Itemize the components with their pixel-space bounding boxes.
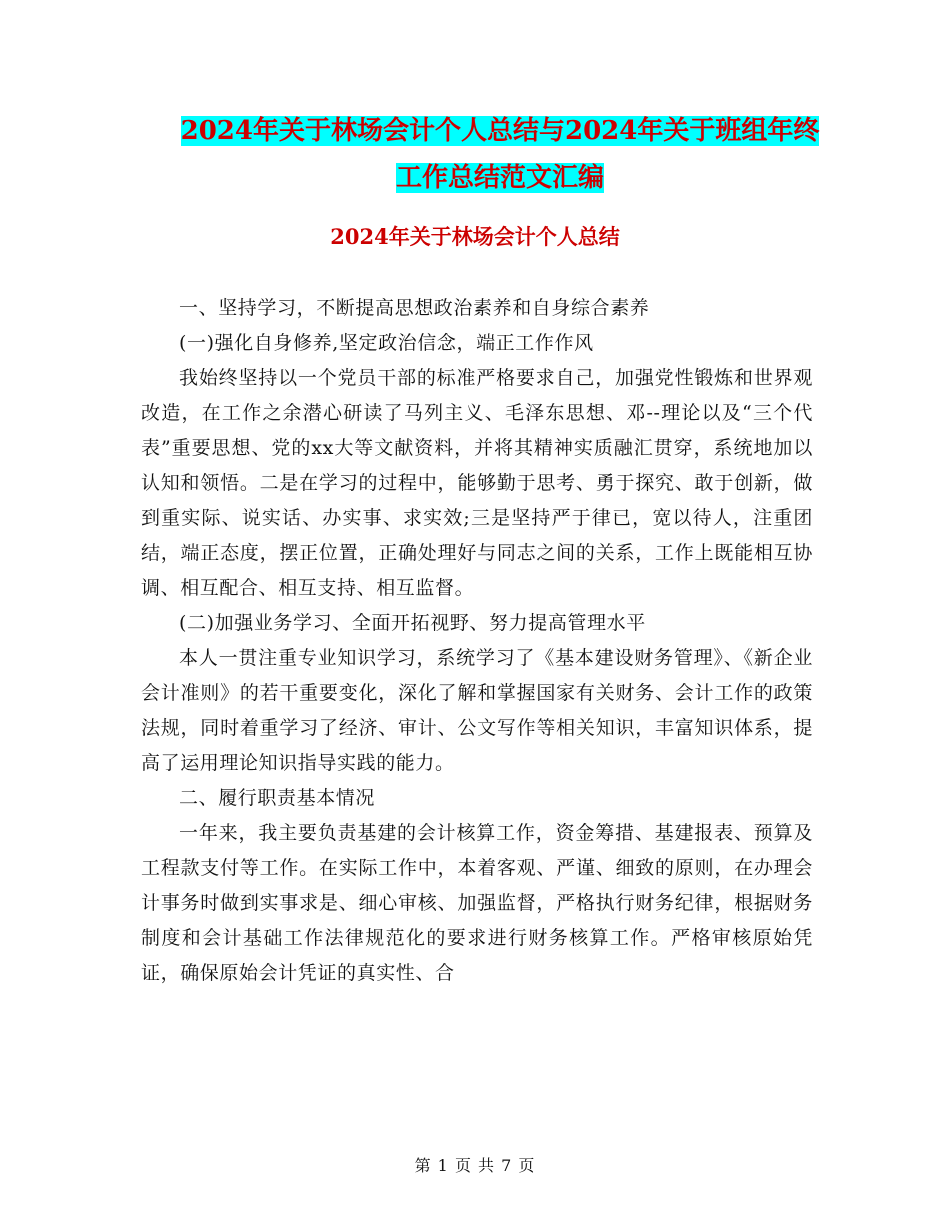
document-title-line-1: 2024年关于林场会计个人总结与2024年关于班组年终 <box>180 116 820 146</box>
section-title: 2024年关于林场会计个人总结 <box>330 224 620 249</box>
paragraph-3: 一年来，我主要负责基建的会计核算工作，资金筹措、基建报表、预算及工程款支付等工作。在实际工作中，本着客观、严谨、细致的原则，在办理会计事务时做到实事求是、细心审核、加强监督，严格执行财务纪律，根据财务制度和会计基础工作法律规范化的要求进行财务核算工作。严格审核原始凭证，确保原始会计凭证的真实性、合 <box>141 822 813 984</box>
heading-1: 一、坚持学习，不断提高思想政治素养和自身综合素养 <box>179 297 650 319</box>
document-title <box>140 108 860 202</box>
page-footer: 第 1 页 共 7 页 <box>414 1156 536 1175</box>
document-title-line-2: 工作总结范文汇编 <box>395 163 604 193</box>
subheading-1: (一)强化自身修养,坚定政治信念，端正工作作风 <box>179 332 594 354</box>
subheading-2: (二)加强业务学习、全面开拓视野、努力提高管理水平 <box>179 612 646 634</box>
paragraph-2: 本人一贯注重专业知识学习，系统学习了《基本建设财务管理》、《新企业会计准则》的若干重要变化，深化了解和掌握国家有关财务、会计工作的政策法规，同时着重学习了经济、审计、公文写作等相关知识，丰富知识体系，提高了运用理论知识指导实践的能力。 <box>141 647 813 774</box>
document-body <box>141 291 813 991</box>
paragraph-1: 我始终坚持以一个党员干部的标准严格要求自己，加强党性锻炼和世界观改造，在工作之余潜心研读了马列主义、毛泽东思想、邓--理论以及“三个代表”重要思想、党的xx大等文献资料，并将其精神实质融汇贯穿，系统地加以认知和领悟。二是在学习的过程中，能够勤于思考、勇于探究、敢于创新，做到重实际、说实话、办实事、求实效;三是坚持严于律已，宽以待人，注重团结，端正态度，摆正位置，正确处理好与同志之间的关系，工作上既能相互协调、相互配合、相互支持、相互监督。 <box>141 367 813 599</box>
heading-2: 二、履行职责基本情况 <box>179 787 376 809</box>
